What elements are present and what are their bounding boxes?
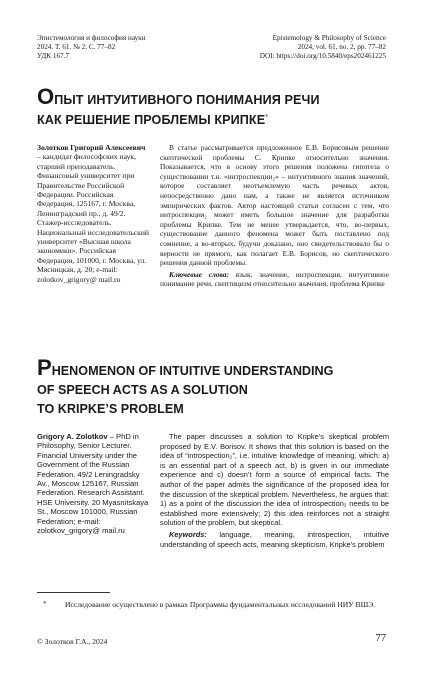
article-title-en	[37, 355, 397, 419]
article-title-ru	[37, 84, 397, 129]
title-en-line3: TO KRIPKE’S PROBLEM	[37, 402, 184, 416]
author-name-en: Grigory A. Zolotkov	[37, 432, 108, 441]
abstract-en	[160, 432, 389, 549]
title-en-line2: OF SPEECH ACTS AS A SOLUTION	[37, 383, 248, 397]
abstract-en-text: The paper discusses a solution to Kripke’s skeptical problem proposed by E.V. Borisov. It shows that this solution is based on the idea of “introspection₂”, i.e. intuitive knowledge of meaning, which: a) is an essential part of a speech act, b) is given in our immediate experience and c) doesn’t form a source of empirical facts. The author of the paper admits the significance of the proposed idea for the discussion of the skeptical problem. Nevertheless, he argues that: 1) as a point of the discussion the idea of introspection₂ needs to be established more extensively; 2) this idea reinforces not a straight solution of the problem, but skeptical.	[160, 432, 389, 528]
abstract-ru	[160, 143, 389, 289]
journal-header-en	[186, 34, 386, 61]
journal-name-ru: Эпистемология и философия науки	[37, 34, 146, 42]
author-details-en: – PhD in Philosophy, Senior Lecturer. Financial University under the Government of the Russian Federation. 49/2 Leningradsky Av., Moscow 125167, Russian Federation. Research Assistant. HSE University. 20 Myasnitskaya St., Moscow 101000, Russian Federation; e-mail: zolotkov_grigory@ mail.ru	[37, 432, 149, 536]
issue-info-ru: 2024. Т. 61. № 2. С. 77–82	[37, 43, 116, 51]
keywords-ru-label: Ключевые слова:	[169, 269, 229, 279]
udc-code: УДК 167.7	[37, 52, 70, 60]
footnote-text: Исследование осуществлено в рамках Программы фундаментальных исследований НИУ ВШЭ.	[65, 600, 376, 609]
keywords-en	[160, 530, 389, 549]
footnote	[37, 600, 389, 611]
keywords-en-label: Keywords:	[169, 529, 207, 539]
page-number: 77	[375, 633, 386, 644]
title-ru-line1: ПЫТ ИНТУИТИВНОГО ПОНИМАНИЯ РЕЧИ	[54, 93, 320, 107]
footnote-mark: *	[43, 600, 47, 608]
abstract-ru-text: В статье рассматривается предложенное Е.В. Борисовым решение скептической проблемы С. Крипке относительно значения. Показывается, что в основу этого решения положена гипотеза о существовании т.н. «интроспекции₂» – интуитивного знания значений, которое составляет неотъемлемую часть речевых актов, непосредственно дано нам, а также не является источником эмпирических фактов. Автор настоящей статьи согласен с тем, что интроспекция₂ может иметь большое значение для разработки проблемы Крипке. Тем не менее утверждается, что, во-первых, существование данного феномена может быть поставлено под сомнение, а во-вторых, будучи доказано, оно свидетельствовало бы о верности не прямого, как полагает Е.В. Борисов, но скептического решения данной проблемы.	[160, 143, 389, 268]
title-en-line1: HENOMENON OF INTUITIVE UNDERSTANDING	[51, 364, 334, 378]
keywords-ru	[160, 270, 389, 289]
issue-info-en: 2024, vol. 61, no. 2, pp. 77–82	[297, 43, 386, 51]
title-ru-footnote-mark[interactable]: *	[265, 114, 269, 121]
author-info-en	[37, 432, 149, 535]
journal-name-en: Epistemology & Philosophy of Science	[272, 34, 386, 42]
copyright-notice: © Золотков Г.А., 2024	[37, 637, 108, 646]
footnote-divider	[37, 592, 110, 593]
title-en-initial: P	[37, 355, 52, 380]
keywords-ru-text: язык, значение, интроспекция, интуитивное понимание речи, скептицизм относительно значения, проблема Крипке	[160, 269, 389, 289]
title-ru-line2: КАК РЕШЕНИЕ ПРОБЛЕМЫ КРИПКЕ	[37, 113, 266, 128]
author-name-ru: Золотков Григорий Алексеевич	[37, 143, 146, 152]
doi-link[interactable]: DOI: https://doi.org/10.5840/eps202461225	[259, 52, 386, 60]
title-ru-initial: О	[37, 84, 55, 109]
keywords-en-text: language, meaning, introspection, intuitive understanding of speech acts, meaning skepticism, Kripke’s problem	[160, 529, 389, 549]
author-info-ru	[37, 143, 149, 284]
author-details-ru: – кандидат философских наук, старший преподаватель. Финансовый университет при Правительстве Российской Федерации. Российская Федерация, 125167, г. Москва, Ленинградский пр., д. 49/2. Стажер-исследователь. Национальный исследовательский университет «Высшая школа экономики». Российская Федерация, 101000, г. Москва, ул. Мясницкая, д. 20; e-mail: zolotkov_grigory@ mail.ru	[37, 152, 149, 284]
